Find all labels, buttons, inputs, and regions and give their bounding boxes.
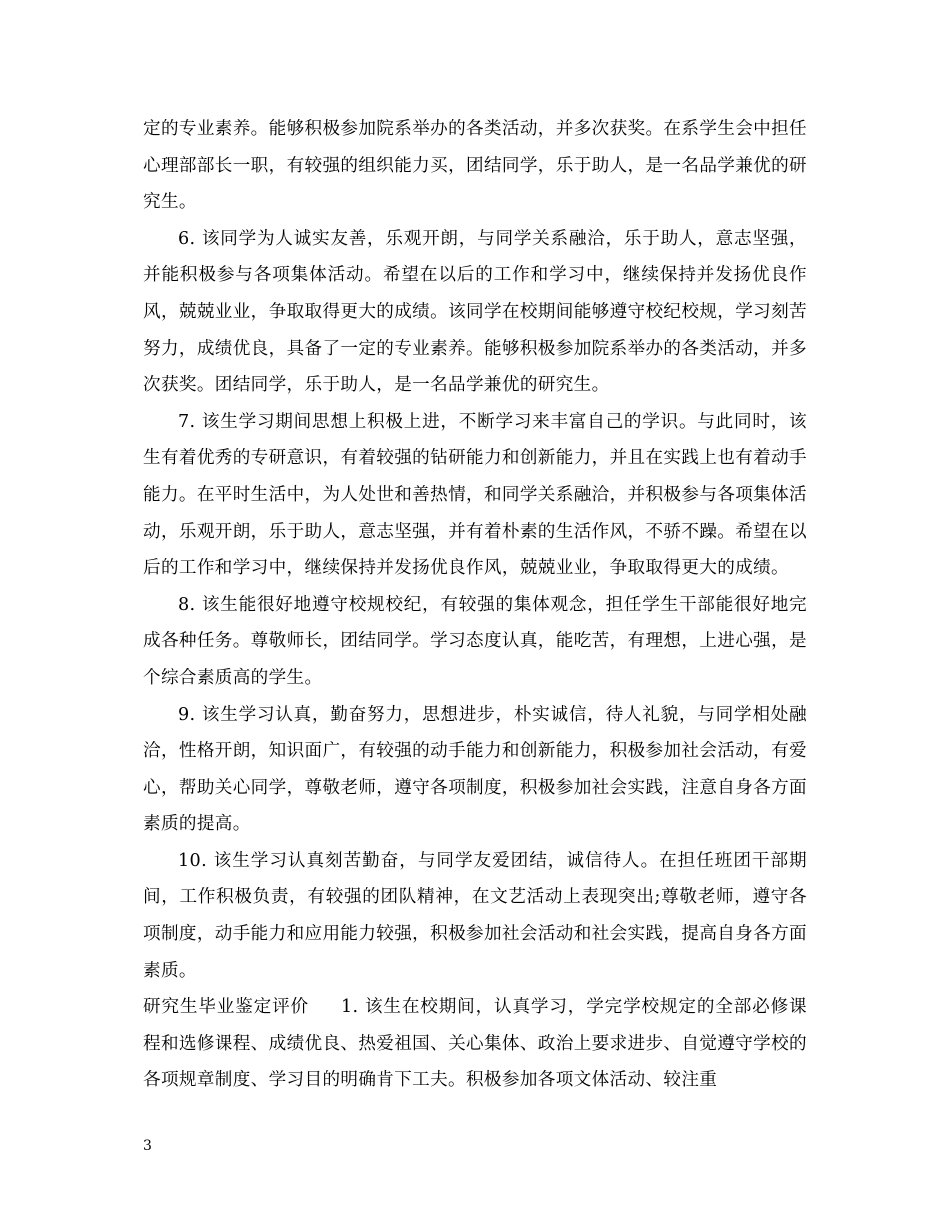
paragraph-text: 该生学习期间思想上积极上进，不断学习来丰富自己的学识。与此同时，该生有着优秀的专研意识，有着较强的钻研能力和创新能力，并且在实践上也有着动手能力。在平时生活中，为人处世和善热情，和同学关系融洽，并积极参与各项集体活动，乐观开朗，乐于助人，意志坚强，并有着朴素的生活作风，不骄不躁。希望在以后的工作和学习中，继续保持并发扬优良作风，兢兢业业，争取取得更大的成绩。 xyxy=(143,411,807,579)
paragraph-item-7 xyxy=(143,404,807,587)
section-heading: 研究生毕业鉴定评价 xyxy=(143,997,309,1018)
paragraph-text: 该生学习认真，勤奋努力，思想进步，朴实诚信，待人礼貌，与同学相处融洽，性格开朗，知识面广，有较强的动手能力和创新能力，积极参加社会活动，有爱心，帮助关心同学，尊敬老师，遵守各项制度，积极参加社会实践，注意自身各方面素质的提高。 xyxy=(143,704,807,835)
paragraph-text: 定的专业素养。能够积极参加院系举办的各类活动，并多次获奖。在系学生会中担任心理部部长一职，有较强的组织能力买，团结同学，乐于助人，是一名品学兼优的研究生。 xyxy=(143,119,807,213)
item-number: 8. xyxy=(178,594,196,615)
paragraph-item-9 xyxy=(143,697,807,843)
item-number: 6. xyxy=(178,228,196,249)
paragraph-text: 该生在校期间，认真学习，学完学校规定的全部必修课程和选修课程、成绩优良、热爱祖国、关心集体、政治上要求进步、自觉遵守学校的各项规章制度、学习目的明确肯下工夫。积极参加各项文体活动、较注重 xyxy=(143,997,807,1091)
paragraph-text: 该生能很好地遵守校规校纪，有较强的集体观念，担任学生干部能很好地完成各种任务。尊敬师长，团结同学。学习态度认真，能吃苦，有理想，上进心强，是个综合素质高的学生。 xyxy=(143,594,807,688)
item-number: 1. xyxy=(340,997,359,1018)
paragraph-item-10 xyxy=(143,843,807,989)
paragraph-item-8 xyxy=(143,587,807,697)
paragraph-text: 该同学为人诚实友善，乐观开朗，与同学关系融洽，乐于助人，意志坚强，并能积极参与各项集体活动。希望在以后的工作和学习中，继续保持并发扬优良作风，兢兢业业，争取取得更大的成绩。该同学在校期间能够遵守校纪校规，学习刻苦努力，成绩优良，具备了一定的专业素养。能够积极参加院系举办的各类活动，并多次获奖。团结同学，乐于助人，是一名品学兼优的研究生。 xyxy=(143,228,807,396)
page-number: 3 xyxy=(143,1138,152,1154)
section-paragraph xyxy=(143,989,807,1099)
item-number: 7. xyxy=(178,411,196,432)
paragraph-item-6 xyxy=(143,221,807,404)
document-body xyxy=(143,111,807,1099)
item-number: 10. xyxy=(178,850,208,871)
paragraph-text: 该生学习认真刻苦勤奋，与同学友爱团结，诚信待人。在担任班团干部期间，工作积极负责，有较强的团队精神，在文艺活动上表现突出;尊敬老师，遵守各项制度，动手能力和应用能力较强，积极参加社会活动和社会实践，提高自身各方面素质。 xyxy=(143,850,807,981)
paragraph-continuation xyxy=(143,111,807,221)
item-number: 9. xyxy=(178,704,196,725)
